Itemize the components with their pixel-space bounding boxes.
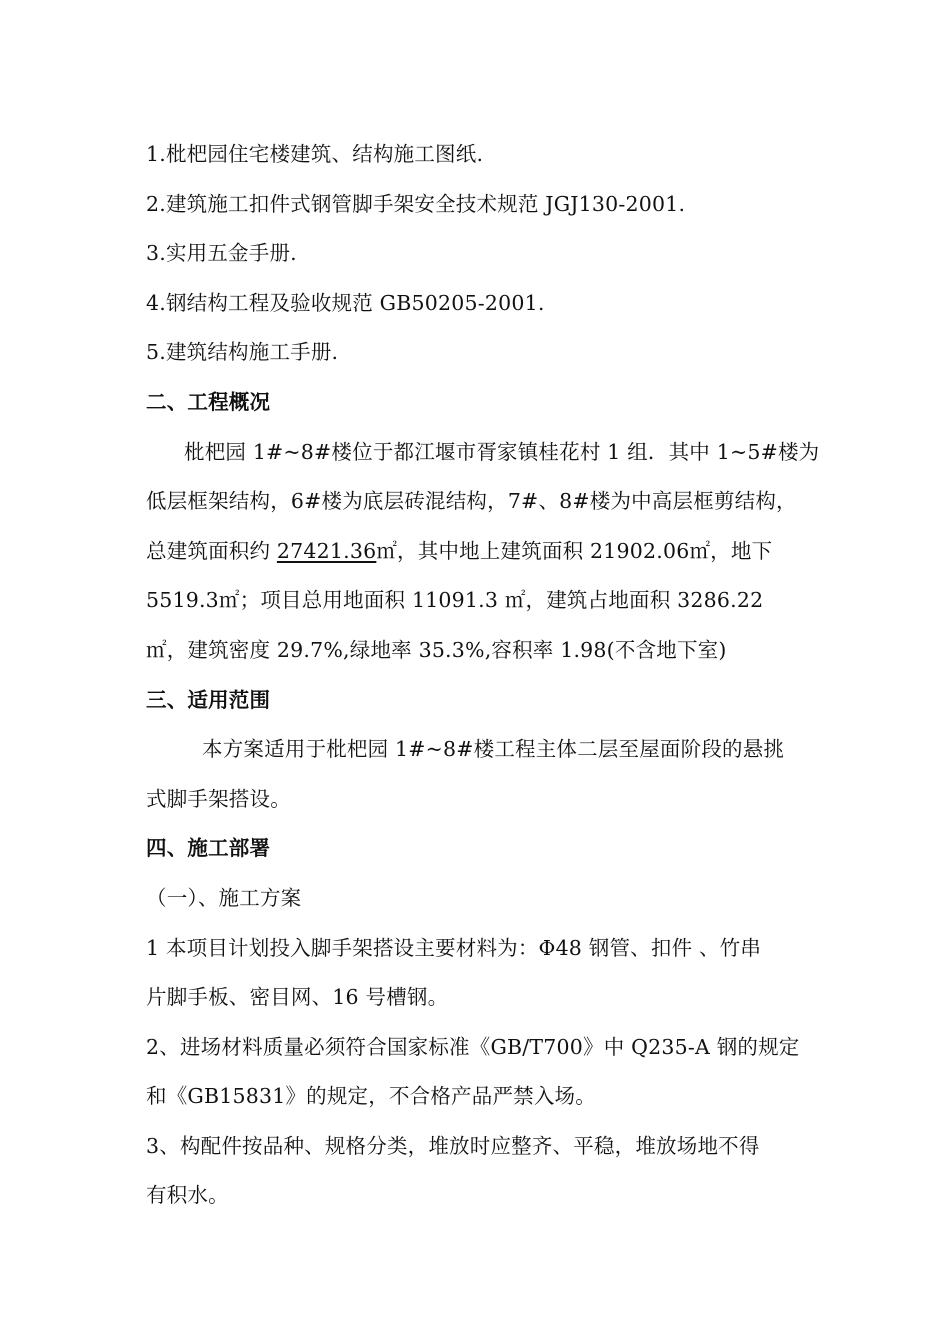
overview-line-3-suffix: ㎡，其中地上建筑面积 21902.06㎡，地下 [376,538,773,563]
overview-line-2: 低层框架结构，6#楼为底层砖混结构，7#、8#楼为中高层框剪结构， [146,489,797,514]
reference-item-3: 3.实用五金手册. [146,241,297,266]
overview-line-4: 5519.3㎡；项目总用地面积 11091.3 ㎡，建筑占地面积 3286.22 [146,588,764,613]
overview-line-1: 枇杷园 1#~8#楼位于都江堰市胥家镇桂花村 1 组．其中 1~5#楼为 [184,439,820,464]
section-heading-scope: 三、适用范围 [146,687,271,712]
scope-line-1: 本方案适用于枇杷园 1#~8#楼工程主体二层至屋面阶段的悬挑 [202,737,785,762]
reference-item-5: 5.建筑结构施工手册. [146,340,339,365]
plan-line-5: 3、构配件按品种、规格分类，堆放时应整齐、平稳，堆放场地不得 [146,1133,760,1158]
plan-line-2: 片脚手板、密目网、16 号槽钢。 [146,985,449,1010]
total-area-value: 27421.36 [276,538,377,563]
section-heading-project-overview: 二、工程概况 [146,389,271,414]
overview-line-3 [146,527,811,577]
plan-line-6: 有积水。 [146,1183,229,1208]
overview-line-3-prefix: 总建筑面积约 [146,538,277,563]
plan-line-3: 2、进场材料质量必须符合国家标准《GB/T700》中 Q235-A 钢的规定 [146,1034,800,1059]
plan-line-4: 和《GB15831》的规定，不合格产品严禁入场。 [146,1084,596,1109]
plan-line-1: 1 本项目计划投入脚手架搭设主要材料为：Φ48 钢管、扣件 、竹串 [146,935,762,960]
reference-item-2: 2.建筑施工扣件式钢管脚手架安全技术规范 JGJ130-2001. [146,191,686,216]
scope-line-2: 式脚手架搭设。 [146,786,291,811]
reference-item-4: 4.钢结构工程及验收规范 GB50205-2001. [146,290,545,315]
document-body [146,130,820,1221]
reference-item-1: 1.枇杷园住宅楼建筑、结构施工图纸. [146,142,484,166]
subheading-construction-plan: （一）、施工方案 [146,885,302,910]
section-heading-deployment: 四、施工部署 [146,836,271,861]
overview-line-5: ㎡，建筑密度 29.7%,绿地率 35.3%,容积率 1.98(不含地下室) [146,637,727,662]
